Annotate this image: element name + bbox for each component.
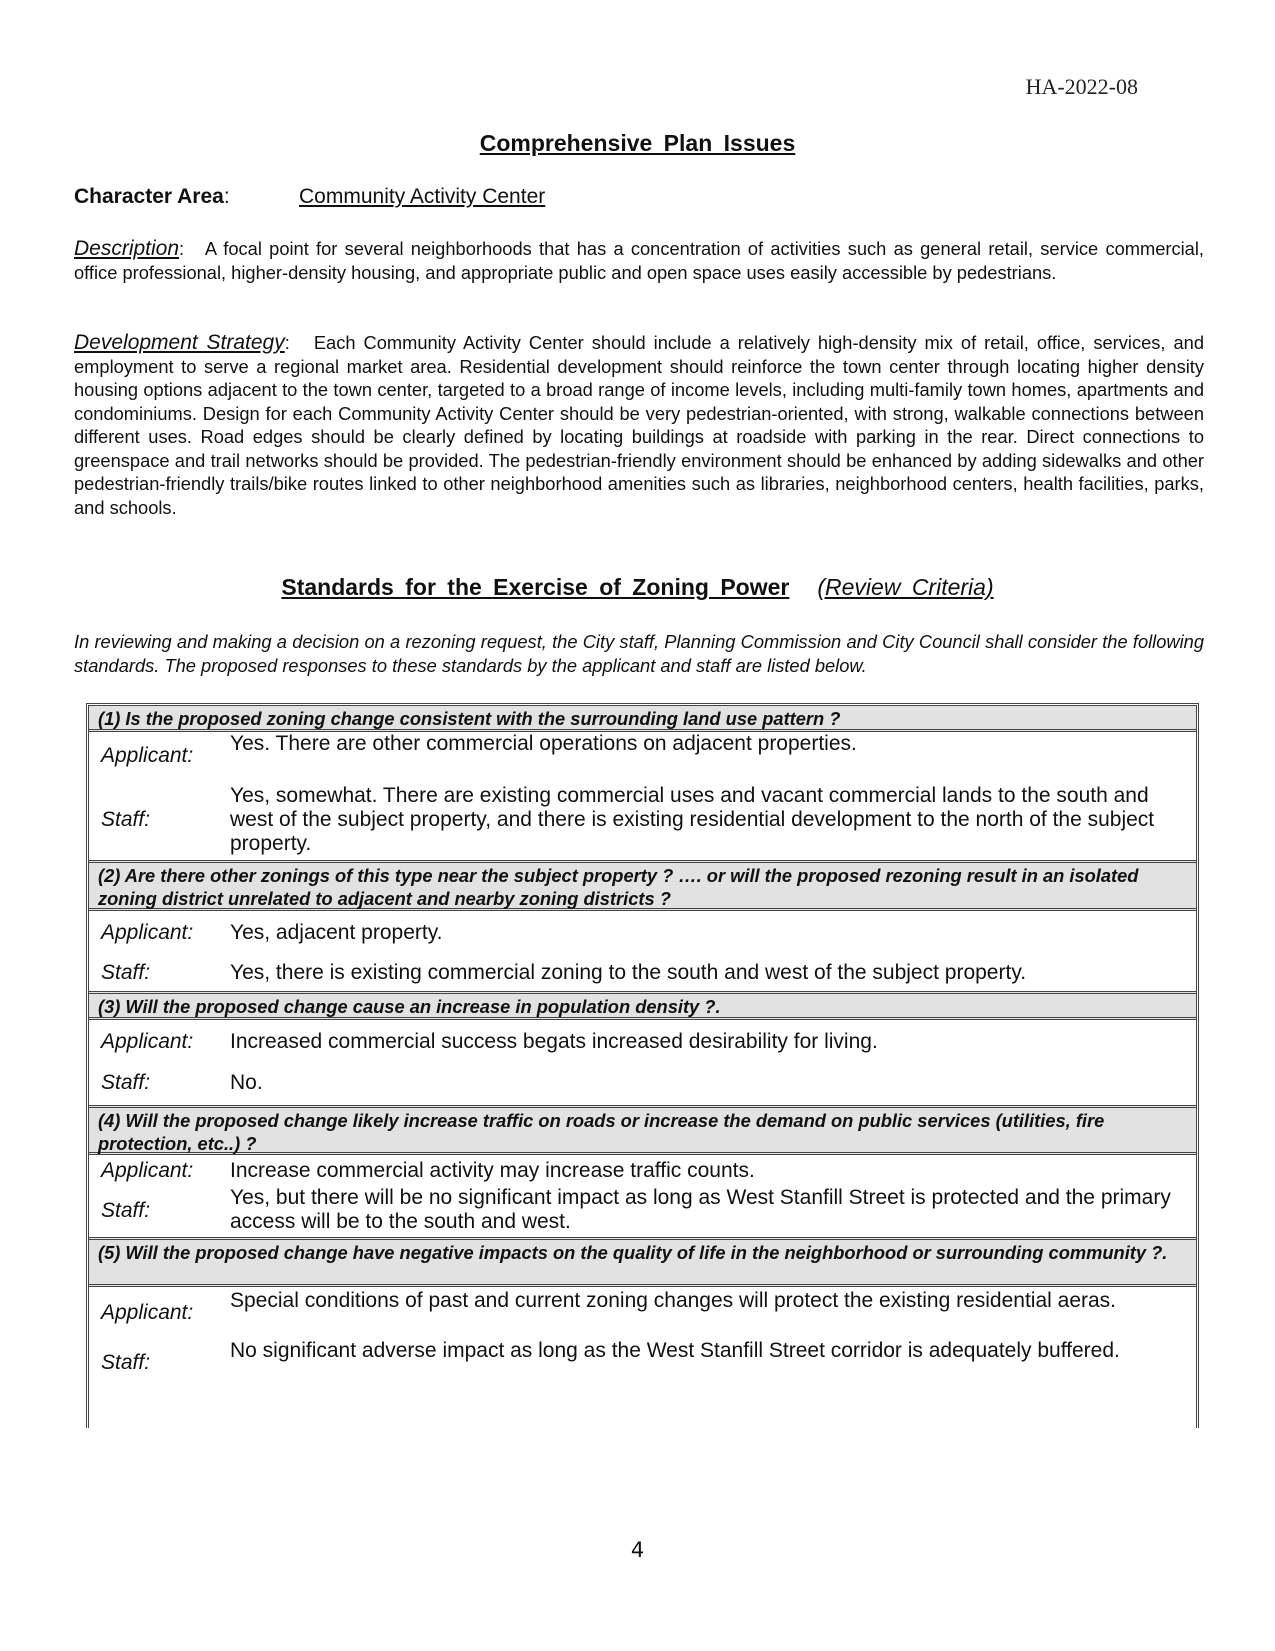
review-criteria-table bbox=[86, 703, 1199, 1428]
criterion-3-question: (3) Will the proposed change cause an increase in population density ?. bbox=[89, 991, 1196, 1020]
development-strategy-text: Each Community Activity Center should include a relatively high-density mix of retail, office, services, and employment to serve a regional market area. Residential development should reinforce the town center through locating higher density housing options adjacent to the town center, targeted to a broad range of income levels, including multi-family town homes, apartments and condominiums. Design for each Community Activity Center should be very pedestrian-oriented, with strong, walkable connections between different uses. Road edges should be clearly defined by locating buildings at roadside with parking in the rear. Direct connections to greenspace and trail networks should be provided. The pedestrian-friendly environment should be enhanced by adding sidewalks and other pedestrian-friendly trails/bike routes linked to other neighborhood amenities such as libraries, neighborhood centers, health facilities, parks, and schools. bbox=[74, 332, 1204, 518]
criterion-5-staff: No significant adverse impact as long as the West Stanfill Street corridor is adequately buffered. bbox=[230, 1339, 1120, 1362]
criterion-4-applicant: Increase commercial activity may increase traffic counts. bbox=[230, 1159, 755, 1182]
character-area-line bbox=[74, 185, 546, 209]
standards-heading-sub: (Review Criteria) bbox=[817, 574, 994, 600]
comprehensive-plan-heading: Comprehensive Plan Issues bbox=[479, 130, 796, 156]
description-paragraph bbox=[74, 237, 1204, 284]
description-label: Description bbox=[74, 237, 180, 260]
criterion-4-question: (4) Will the proposed change likely increase traffic on roads or increase the demand on public services (utilities, fire protection, etc..) ? bbox=[89, 1105, 1196, 1155]
page-number: 4 bbox=[630, 1538, 645, 1562]
development-strategy-label: Development Strategy bbox=[74, 331, 285, 354]
applicant-label: Applicant: bbox=[101, 1159, 194, 1182]
applicant-label: Applicant: bbox=[101, 921, 194, 944]
character-area-value: Community Activity Center bbox=[299, 185, 546, 208]
staff-label: Staff: bbox=[101, 1071, 151, 1094]
staff-label: Staff: bbox=[101, 1199, 151, 1222]
applicant-label: Applicant: bbox=[101, 1301, 194, 1324]
criterion-3-applicant: Increased commercial success begats increased desirability for living. bbox=[230, 1030, 878, 1053]
criterion-1-question: (1) Is the proposed zoning change consistent with the surrounding land use pattern ? bbox=[89, 706, 1196, 732]
criterion-3-answers bbox=[89, 1020, 1196, 1105]
criterion-5-applicant: Special conditions of past and current zoning changes will protect the existing residential aeras. bbox=[230, 1289, 1117, 1312]
character-area-colon: : bbox=[223, 185, 230, 208]
standards-intro: In reviewing and making a decision on a rezoning request, the City staff, Planning Commission and City Council shall consider the following standards. The proposed responses to these standards by the applicant and staff are listed below. bbox=[74, 631, 1204, 676]
criterion-2-question: (2) Are there other zonings of this type near the subject property ? …. or will the proposed rezoning result in an isolated zoning district unrelated to adjacent and nearby zoning districts ? bbox=[89, 860, 1196, 911]
development-strategy-paragraph bbox=[74, 331, 1204, 519]
applicant-label: Applicant: bbox=[101, 1030, 194, 1053]
standards-heading bbox=[0, 574, 1275, 601]
character-area-label: Character Area bbox=[74, 185, 224, 208]
criterion-1-staff: Yes, somewhat. There are existing commercial uses and vacant commercial lands to the south and west of the subject property, and there is existing residential development to the north of the subject property. bbox=[230, 784, 1155, 855]
development-strategy-colon: : bbox=[284, 332, 298, 353]
criterion-4-staff: Yes, but there will be no significant impact as long as West Stanfill Street is protected and the primary access will be to the south and west. bbox=[230, 1186, 1171, 1233]
staff-label: Staff: bbox=[101, 961, 151, 984]
criterion-2-applicant: Yes, adjacent property. bbox=[230, 921, 443, 944]
description-text: A focal point for several neighborhoods that has a concentration of activities such as general retail, service commercial, office professional, higher-density housing, and appropriate public and open space uses easily accessible by pedestrians. bbox=[74, 238, 1204, 283]
criterion-4-answers bbox=[89, 1155, 1196, 1237]
criterion-5-question: (5) Will the proposed change have negative impacts on the quality of life in the neighborhood or surrounding community ?. bbox=[89, 1237, 1196, 1287]
staff-label: Staff: bbox=[101, 808, 151, 831]
criterion-3-staff: No. bbox=[230, 1071, 263, 1094]
criterion-2-answers bbox=[89, 911, 1196, 991]
criterion-5-answers bbox=[89, 1287, 1196, 1397]
standards-heading-main: Standards for the Exercise of Zoning Power bbox=[281, 574, 790, 600]
description-colon: : bbox=[179, 238, 192, 259]
applicant-label: Applicant: bbox=[101, 744, 194, 767]
document-id: HA-2022-08 bbox=[1025, 74, 1138, 99]
criterion-2-staff: Yes, there is existing commercial zoning to the south and west of the subject property. bbox=[230, 961, 1027, 984]
criterion-1-answers bbox=[89, 732, 1196, 860]
criterion-1-applicant: Yes. There are other commercial operations on adjacent properties. bbox=[230, 732, 857, 755]
staff-label: Staff: bbox=[101, 1351, 151, 1374]
